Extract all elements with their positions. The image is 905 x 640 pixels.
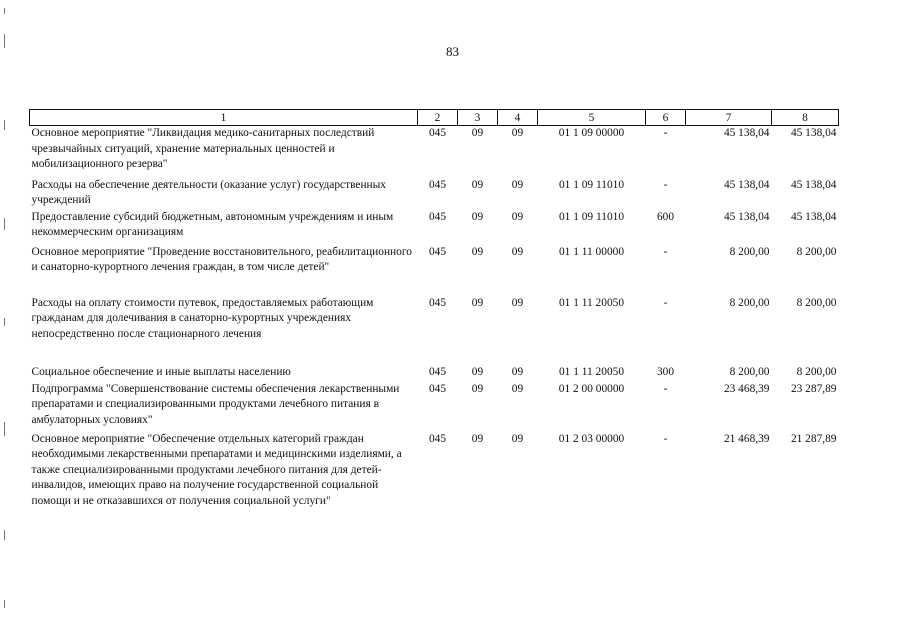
expense-type-cell: - <box>663 296 668 309</box>
page-number: 83 <box>446 44 459 59</box>
target-article-cell: 01 1 09 11010 <box>558 178 625 191</box>
row-name-cell: Основное мероприятие "Обеспечение отдельных категорий граждан необходимыми лекарственными препаратами и медицинскими изделиями, а также специализированными продуктами лечебного питания для детей-инвалидов, имеющих право на получение государственной социальной помощи и не отказавшихся от получения социальной услуги" <box>31 432 402 507</box>
amount-2-cell: 45 138,04 <box>790 127 837 139</box>
section-cell: 09 <box>471 127 484 139</box>
subsection-cell: 09 <box>511 365 524 378</box>
amount-2-cell: 45 138,04 <box>790 210 837 223</box>
column-header-8: 8 <box>772 110 839 126</box>
amount-1-cell: 8 200,00 <box>729 365 770 378</box>
amount-1-cell: 45 138,04 <box>723 127 770 139</box>
section-cell: 09 <box>471 245 484 258</box>
amount-2-cell: 8 200,00 <box>796 245 837 258</box>
target-article-cell: 01 1 11 20050 <box>558 296 625 309</box>
column-header-2: 2 <box>418 110 458 126</box>
amount-1-cell: 45 138,04 <box>723 210 770 223</box>
column-header-4: 4 <box>498 110 538 126</box>
admin-code-cell: 045 <box>428 178 447 191</box>
admin-code-cell: 045 <box>428 245 447 258</box>
subsection-cell: 09 <box>511 245 524 258</box>
row-name-cell: Основное мероприятие "Ликвидация медико-санитарных последствий чрезвычайных ситуаций, хранение материальных ценностей и мобилизационного резерва" <box>31 127 375 171</box>
admin-code-cell: 045 <box>428 365 447 378</box>
table-row <box>30 382 839 432</box>
target-article-cell: 01 1 09 00000 <box>558 127 625 139</box>
section-cell: 09 <box>471 432 484 445</box>
table-row <box>30 432 839 536</box>
subsection-cell: 09 <box>511 210 524 223</box>
table-row <box>30 245 839 296</box>
admin-code-cell: 045 <box>428 127 447 139</box>
amount-1-cell: 23 468,39 <box>723 382 770 395</box>
target-article-cell: 01 1 11 00000 <box>558 245 625 258</box>
amount-2-cell: 23 287,89 <box>790 382 837 395</box>
admin-code-cell: 045 <box>428 296 447 309</box>
target-article-cell: 01 1 09 11010 <box>558 210 625 223</box>
amount-1-cell: 8 200,00 <box>729 245 770 258</box>
section-cell: 09 <box>471 210 484 223</box>
column-header-7: 7 <box>686 110 772 126</box>
expense-type-cell: - <box>663 245 668 258</box>
table-row <box>30 365 839 382</box>
table-row <box>30 126 839 178</box>
row-name-cell: Предоставление субсидий бюджетным, автономным учреждениям и иным некоммерческим организациям <box>31 210 394 239</box>
expense-type-cell: - <box>663 178 668 191</box>
amount-1-cell: 45 138,04 <box>723 178 770 191</box>
section-cell: 09 <box>471 178 484 191</box>
amount-2-cell: 8 200,00 <box>796 296 837 309</box>
column-header-6: 6 <box>646 110 686 126</box>
row-name-cell: Подпрограмма "Совершенствование системы обеспечения лекарственными препаратами и специализированными продуктами лечебного питания в амбулаторных условиях" <box>31 382 400 426</box>
amount-2-cell: 45 138,04 <box>790 178 837 191</box>
expense-type-cell: - <box>663 127 668 139</box>
subsection-cell: 09 <box>511 432 524 445</box>
row-name-cell: Социальное обеспечение и иные выплаты населению <box>31 365 291 378</box>
subsection-cell: 09 <box>511 382 524 395</box>
expense-type-cell: 300 <box>656 365 675 378</box>
subsection-cell: 09 <box>511 296 524 309</box>
amount-2-cell: 21 287,89 <box>790 432 837 445</box>
section-cell: 09 <box>471 365 484 378</box>
amount-2-cell: 8 200,00 <box>796 365 837 378</box>
scan-margin-marks <box>4 0 6 640</box>
admin-code-cell: 045 <box>428 382 447 395</box>
table-header-row <box>30 110 839 126</box>
expense-type-cell: - <box>663 432 668 445</box>
row-name-cell: Расходы на обеспечение деятельности (оказание услуг) государственных учреждений <box>31 178 386 207</box>
expense-type-cell: 600 <box>656 210 675 223</box>
target-article-cell: 01 1 11 20050 <box>558 365 625 378</box>
admin-code-cell: 045 <box>428 210 447 223</box>
subsection-cell: 09 <box>511 178 524 191</box>
expense-type-cell: - <box>663 382 668 395</box>
row-name-cell: Основное мероприятие "Проведение восстановительного, реабилитационного и санаторно-курортного лечения граждан, в том числе детей" <box>31 245 412 274</box>
table-row <box>30 210 839 245</box>
admin-code-cell: 045 <box>428 432 447 445</box>
budget-table <box>29 109 839 536</box>
table-row <box>30 178 839 210</box>
row-name-cell: Расходы на оплату стоимости путевок, предоставляемых работающим гражданам для долечивания в санаторно-курортных учреждениях непосредственно после стационарного лечения <box>31 296 374 340</box>
column-header-3: 3 <box>458 110 498 126</box>
table-row <box>30 296 839 365</box>
target-article-cell: 01 2 00 00000 <box>558 382 625 395</box>
section-cell: 09 <box>471 296 484 309</box>
amount-1-cell: 21 468,39 <box>723 432 770 445</box>
section-cell: 09 <box>471 382 484 395</box>
column-header-5: 5 <box>538 110 646 126</box>
target-article-cell: 01 2 03 00000 <box>558 432 625 445</box>
column-header-1: 1 <box>30 110 418 126</box>
amount-1-cell: 8 200,00 <box>729 296 770 309</box>
subsection-cell: 09 <box>511 127 524 139</box>
